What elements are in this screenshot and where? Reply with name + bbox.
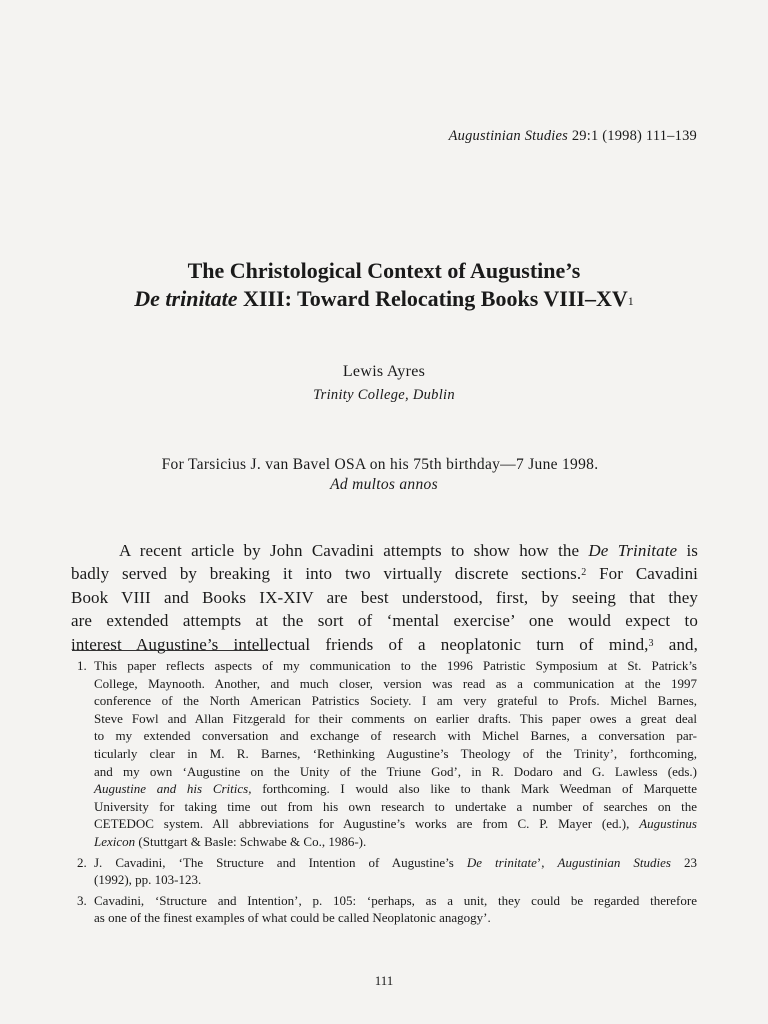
footnote-line: University for taking time out from his own research to undertake a number of searches on the [94, 798, 697, 814]
title-line-2 [60, 285, 708, 313]
author-affiliation: Trinity College, Dublin [313, 387, 455, 403]
footnote-line: to my extended conversation and exchange of research with Michel Barnes, a conversation par- [94, 728, 697, 744]
footnote-ref-2[interactable]: 2 [581, 567, 587, 579]
footnote-italic-run: Augustinus [639, 816, 697, 832]
footnote-text [94, 854, 697, 889]
body-line-4: are extended attempts at the sort of ‘mental exercise’ one would expect to [71, 611, 698, 631]
footnote-ref-3[interactable]: 3 [648, 637, 654, 649]
footnote-line: and my own ‘Augustine on the Unity of the Triune God’, in R. Dodaro and G. Lawless (eds.) [94, 763, 697, 779]
footnote-line: This paper reflects aspects of my communication to the 1996 Patristic Symposium at St. Patrick’s [94, 658, 697, 673]
footnote-1 [77, 657, 697, 851]
journal-citation: 29:1 (1998) 111–139 [568, 128, 697, 144]
footnote-italic-run: Augustinian Studies [557, 854, 671, 870]
footnote-line: (1992), pp. 103-123. [94, 872, 202, 888]
footnote-italic-run: De trinitate [466, 854, 537, 870]
body-text-run: and, [653, 634, 698, 654]
footnote-text-run: 23 [670, 854, 697, 870]
footnote-text-run: J. Cavadini, ‘The Structure and Intention of Augustine’s [94, 854, 467, 870]
title-line-1: The Christological Context of Augustine’s [187, 258, 581, 283]
body-italic-run: De Trinitate [588, 541, 678, 560]
footnotes [77, 657, 697, 930]
dedication [0, 455, 768, 495]
footnote-number: 3. [77, 892, 87, 908]
body-text-run: interest Augustine’s intellectual friends of a neoplatonic turn of mind, [71, 634, 649, 654]
footnote-line: conference of the North American Patristics Society. I am very grateful to Profs. Michel Barnes, [94, 693, 697, 709]
body-line-2 [71, 562, 698, 585]
footnote-line [94, 815, 697, 833]
body-line-1 [71, 539, 698, 562]
body-text-run: A recent article by John Cavadini attempts to show how the [119, 541, 589, 560]
footnote-number: 2. [77, 854, 87, 870]
footnote-line: ticularly clear in M. R. Barnes, ‘Rethinking Augustine’s Theology of the Trinity’, forthcoming, [94, 745, 697, 761]
footnote-text-run: CETEDOC system. All abbreviations for Augustine’s works are from C. P. Mayer (ed.), [94, 816, 640, 832]
footnote-separator [72, 650, 268, 651]
footnote-italic-run: Augustine and his Critics, [94, 781, 252, 797]
body-text-run: badly served by breaking it into two virtually discrete sections. [71, 564, 582, 584]
body-line-5 [71, 633, 698, 656]
page-number: 111 [374, 973, 394, 988]
footnote-3 [77, 892, 697, 927]
footnote-line [94, 833, 697, 851]
footnote-number: 1. [77, 658, 87, 673]
footnote-text-run: ’, [536, 854, 558, 870]
dedication-line-1: For Tarsicius J. van Bavel OSA on his 75th birthday—7 June 1998. [161, 456, 599, 473]
footnote-text-run: (Stuttgart & Basle: Schwabe & Co., 1986-). [135, 833, 367, 849]
footnote-text [94, 657, 697, 851]
footnote-2 [77, 854, 697, 889]
footnote-line [94, 780, 697, 798]
journal-name: Augustinian Studies [448, 128, 568, 144]
footnote-line: Cavadini, ‘Structure and Intention’, p. 105: ‘perhaps, as a unit, they could be regarded therefore [94, 892, 697, 908]
footnote-text [94, 892, 697, 927]
body-text-run: For Cavadini [586, 564, 699, 584]
footnote-line: Steve Fowl and Allan Fitzgerald for their comments on earlier drafts. This paper owes a great deal [94, 710, 697, 726]
footnote-text-run: forthcoming. I would also like to thank Mark Weedman of Marquette [251, 781, 697, 797]
body-line-3: Book VIII and Books IX-XIV are best understood, first, by seeing that they [71, 587, 698, 607]
body-text-run: is [677, 541, 699, 560]
footnote-line [94, 854, 697, 872]
author-name: Lewis Ayres [342, 363, 426, 380]
footnote-line: College, Maynooth. Another, and much closer, version was read as a communication at the 1997 [94, 675, 697, 691]
footnote-line: as one of the finest examples of what could be called Neoplatonic anagogy’. [94, 910, 491, 926]
body-paragraph [71, 539, 698, 656]
running-head [449, 128, 697, 145]
title-line-2-rest: XIII: Toward Relocating Books VIII–XV [237, 286, 628, 311]
dedication-line-2: Ad multos annos [330, 476, 438, 493]
title-footnote-mark[interactable]: 1 [627, 294, 634, 308]
footnote-italic-run: Lexicon [94, 833, 136, 849]
article-title [60, 257, 708, 313]
title-italic-work: De trinitate [134, 286, 238, 311]
